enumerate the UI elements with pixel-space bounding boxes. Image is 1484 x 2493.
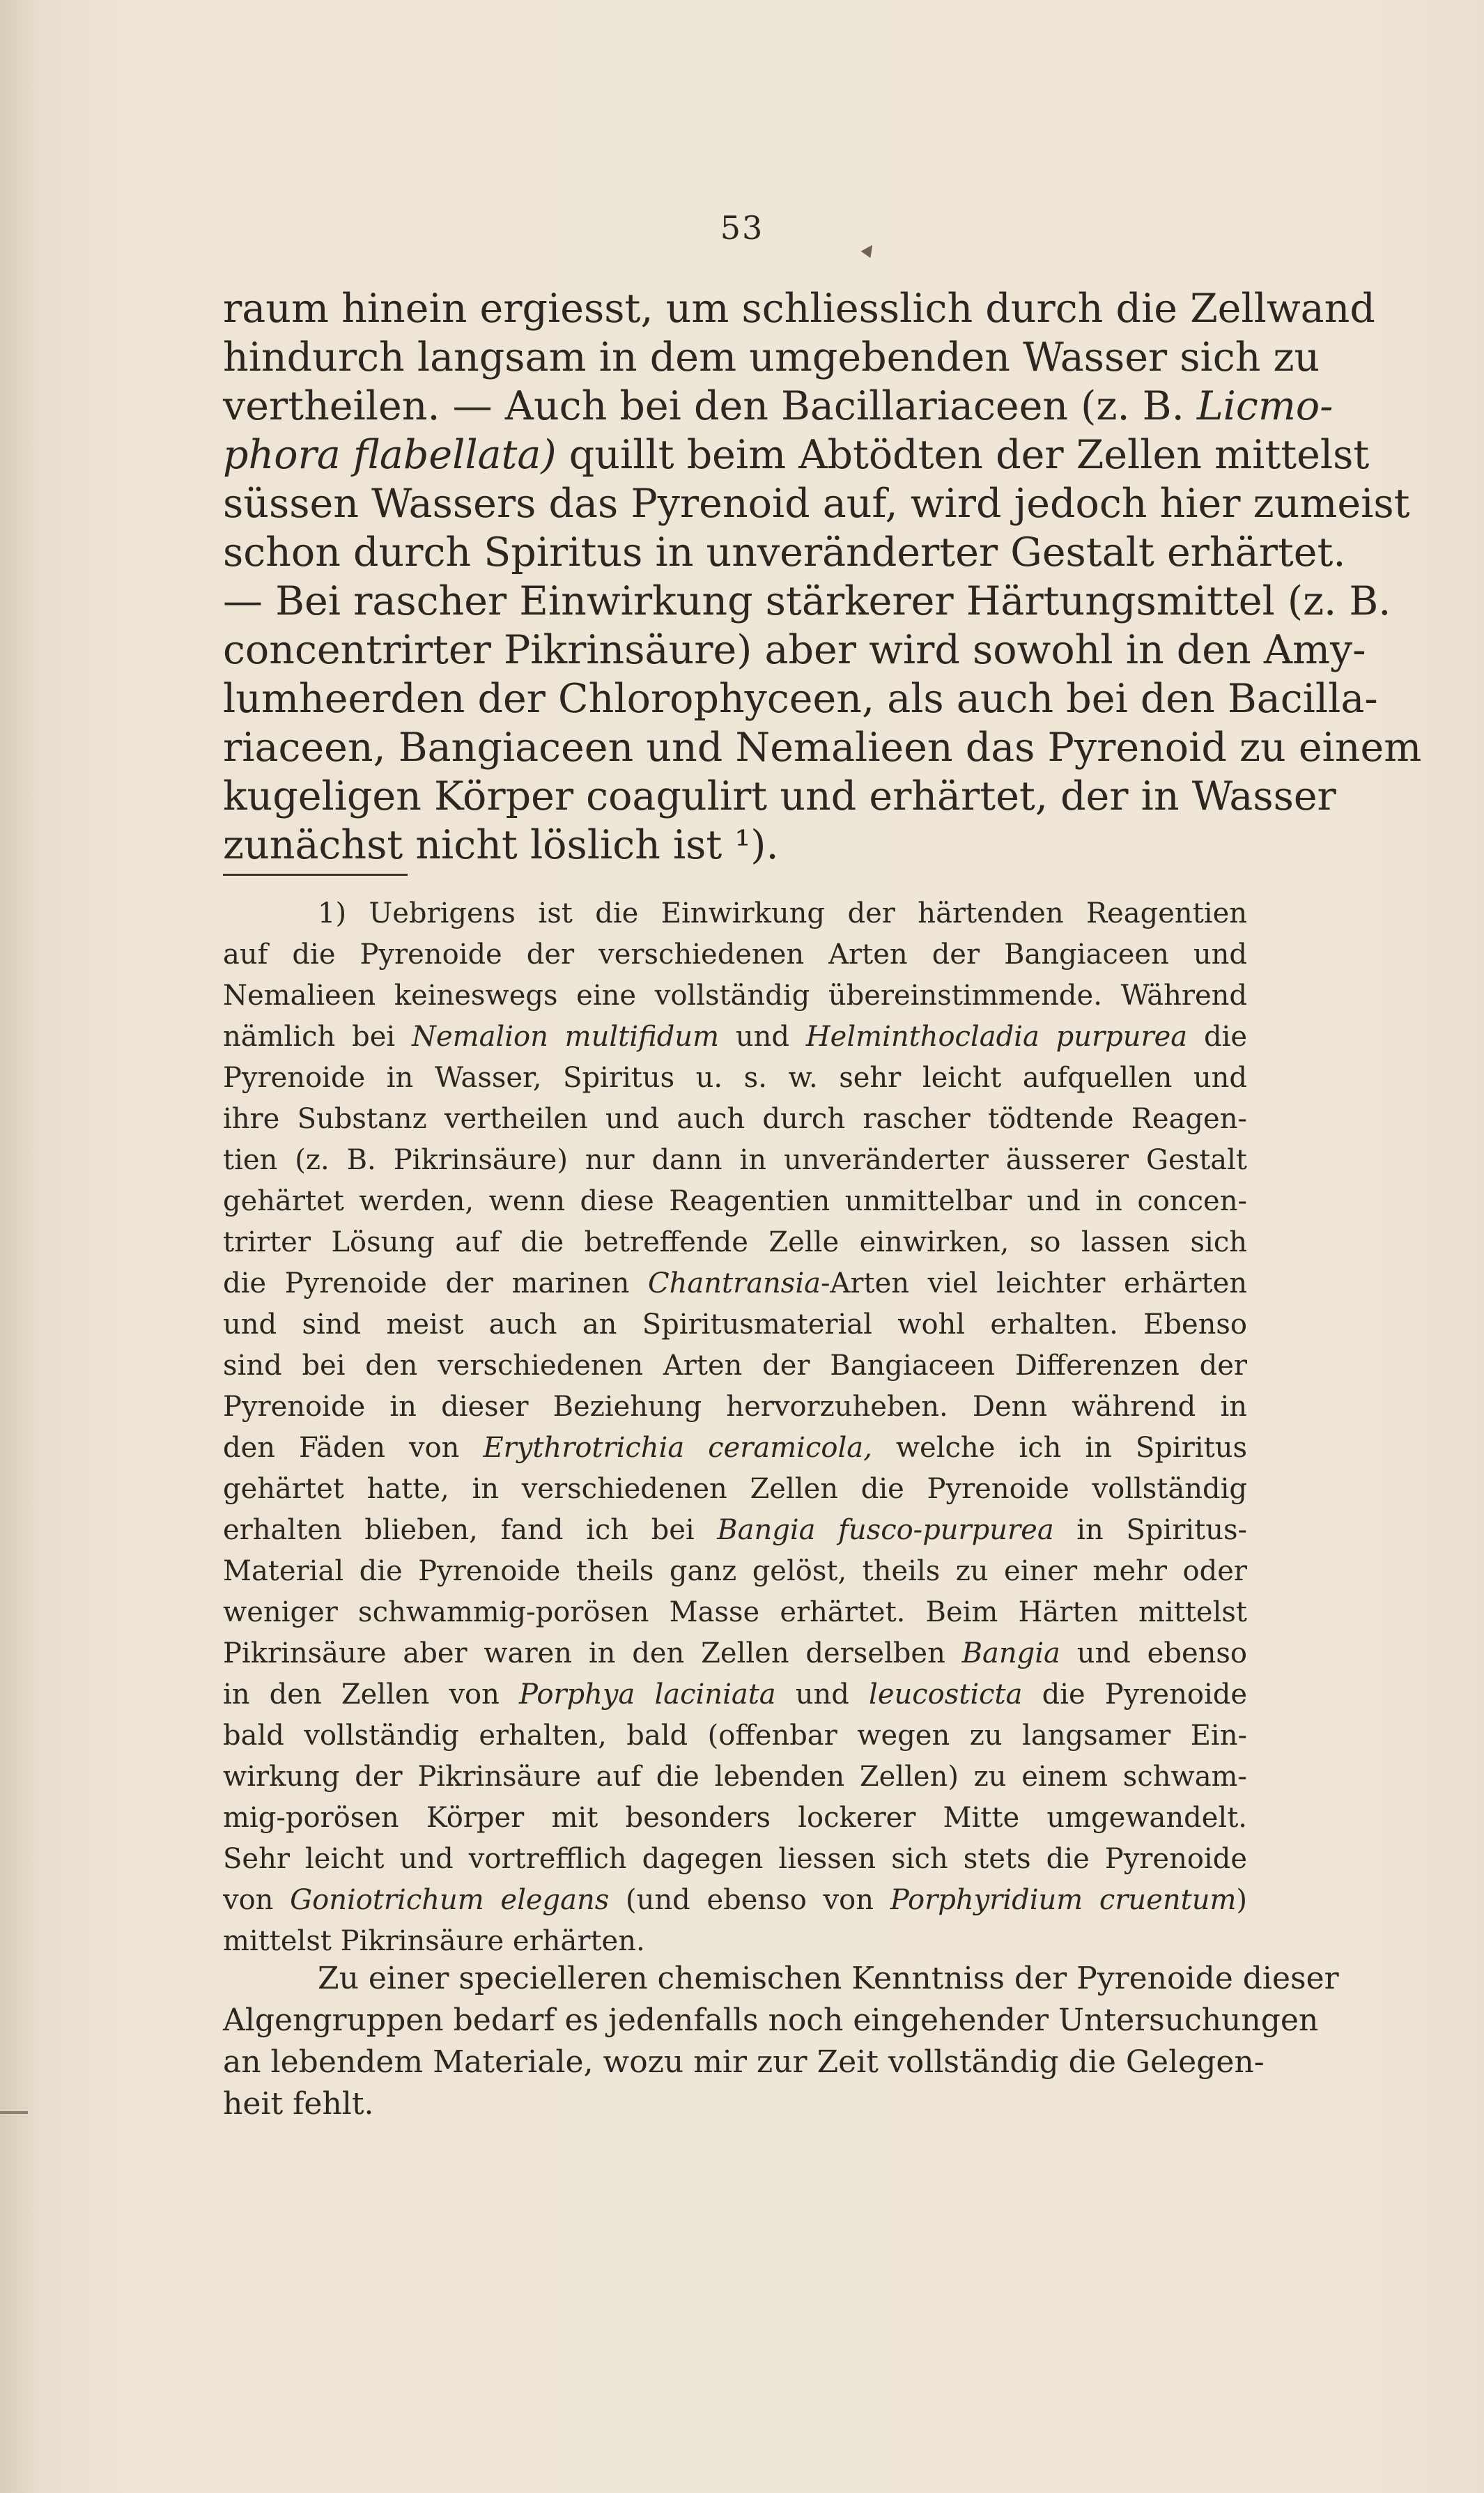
footnote-line: den Fäden von Erythrotrichia ceramicola, welche ich in Spiritus [223, 1432, 1247, 1464]
footnote-line: die Pyrenoide der marinen Chantransia-Arten viel leichter erhärten [223, 1267, 1247, 1299]
footnote-line: gehärtet werden, wenn diese Reagentien unmittelbar und in concen- [223, 1185, 1247, 1217]
footnote-line: 1) Uebrigens ist die Einwirkung der härtenden Reagentien [318, 897, 1247, 929]
footnote-rule [223, 874, 408, 876]
footnote-line: von Goniotrichum elegans (und ebenso von Porphyridium cruentum) [223, 1884, 1248, 1916]
footnote-line: Nemalieen keineswegs eine vollständig übereinstimmende. Während [223, 980, 1247, 1012]
taxon-name: phora flabellata) [223, 432, 557, 478]
taxon-name: Bangia [961, 1637, 1060, 1669]
footnote-line: ihre Substanz vertheilen und auch durch rascher tödtende Reagen- [223, 1103, 1247, 1135]
text-line: lumheerden der Chlorophyceen, als auch bei den Bacilla- [223, 676, 1378, 722]
text-line: — Bei rascher Einwirkung stärkerer Härtungsmittel (z. B. [223, 578, 1391, 624]
text-line: concentrirter Pikrinsäure) aber wird sowohl in den Amy- [223, 627, 1366, 673]
main-paragraph [223, 284, 1422, 870]
footnote-line: trirter Lösung auf die betreffende Zelle einwirken, so lassen sich [223, 1226, 1247, 1258]
text-line: heit fehlt. [223, 2086, 374, 2122]
footnote-line: bald vollständig erhalten, bald (offenbar wegen zu langsamer Ein- [223, 1720, 1247, 1752]
binding-edge-mark [0, 2111, 28, 2114]
page-number: 53 [720, 209, 764, 247]
text-line: raum hinein ergiesst, um schliesslich durch die Zellwand [223, 286, 1375, 332]
footnote-line: Material die Pyrenoide theils ganz gelöst, theils zu einer mehr oder [223, 1555, 1247, 1587]
text-line: kugeligen Körper coagulirt und erhärtet, der in Wasser [223, 773, 1336, 819]
footnote-line: tien (z. B. Pikrinsäure) nur dann in unveränderter äusserer Gestalt [223, 1144, 1247, 1176]
footnote-line: Pyrenoide in Wasser, Spiritus u. s. w. sehr leicht aufquellen und [223, 1062, 1247, 1094]
taxon-name: Helminthocladia purpurea [805, 1021, 1188, 1053]
taxon-name: Porphyridium cruentum [890, 1884, 1237, 1916]
text-line: Algengruppen bedarf es jedenfalls noch eingehender Untersuchungen [223, 2002, 1319, 2038]
footnote-line: mittelst Pikrinsäure erhärten. [223, 1925, 645, 1957]
footnote-line: weniger schwammig-porösen Masse erhärtet. Beim Härten mittelst [223, 1596, 1247, 1628]
footnote-line: Sehr leicht und vortrefflich dagegen liessen sich stets die Pyrenoide [223, 1843, 1247, 1875]
text-line: schon durch Spiritus in unveränderter Gestalt erhärtet. [223, 530, 1346, 576]
footnote-line: Pyrenoide in dieser Beziehung hervorzuheben. Denn während in [223, 1391, 1247, 1423]
footnote-line: Pikrinsäure aber waren in den Zellen derselben Bangia und ebenso [223, 1637, 1247, 1669]
footnote-line: nämlich bei Nemalion multifidum und Helminthocladia purpurea die [223, 1021, 1248, 1053]
taxon-name: Bangia fusco-purpurea [717, 1514, 1054, 1546]
taxon-name: Nemalion multifidum [411, 1021, 720, 1053]
footnote-line: erhalten blieben, fand ich bei Bangia fusco-purpurea in Spiritus- [223, 1514, 1247, 1546]
footnote-line: in den Zellen von Porphya laciniata und leucosticta die Pyrenoide [223, 1678, 1248, 1711]
text-line: riaceen, Bangiaceen und Nemalieen das Pyrenoid zu einem [223, 725, 1422, 771]
taxon-name: Goniotrichum elegans [290, 1884, 610, 1916]
footnote-line: gehärtet hatte, in verschiedenen Zellen die Pyrenoide vollständig [223, 1473, 1247, 1505]
taxon-name: leucosticta [869, 1678, 1023, 1711]
footnote-line: sind bei den verschiedenen Arten der Bangiaceen Differenzen der [223, 1350, 1247, 1382]
footnote-line: auf die Pyrenoide der verschiedenen Arten der Bangiaceen und [223, 939, 1247, 971]
taxon-name: Licmo- [1196, 383, 1334, 429]
footnote [223, 893, 1247, 1962]
text-line: an lebendem Materiale, wozu mir zur Zeit vollständig die Gelegen- [223, 2044, 1265, 2080]
ink-mark: ▲ [859, 238, 879, 261]
footnote-line: und sind meist auch an Spiritusmaterial wohl erhalten. Ebenso [223, 1309, 1247, 1341]
closing-paragraph [223, 1958, 1339, 2125]
taxon-name: Erythrotrichia ceramicola, [483, 1432, 872, 1464]
text-line: vertheilen. — Auch bei den Bacillariaceen (z. B. Licmo- [223, 383, 1334, 429]
taxon-name: Porphya laciniata [519, 1678, 776, 1711]
footnote-line: wirkung der Pikrinsäure auf die lebenden Zellen) zu einem schwam- [223, 1761, 1247, 1793]
text-line: süssen Wassers das Pyrenoid auf, wird jedoch hier zumeist [223, 481, 1410, 527]
footnote-line: mig-porösen Körper mit besonders lockerer Mitte umgewandelt. [223, 1802, 1247, 1834]
taxon-name: Chantransia [648, 1267, 821, 1299]
text-line: zunächst nicht löslich ist ¹). [223, 822, 779, 868]
text-line: Zu einer specielleren chemischen Kenntniss der Pyrenoide dieser [318, 1961, 1339, 1996]
text-line: hindurch langsam in dem umgebenden Wasser sich zu [223, 334, 1320, 380]
text-line: phora flabellata) quillt beim Abtödten der Zellen mittelst [223, 432, 1370, 478]
